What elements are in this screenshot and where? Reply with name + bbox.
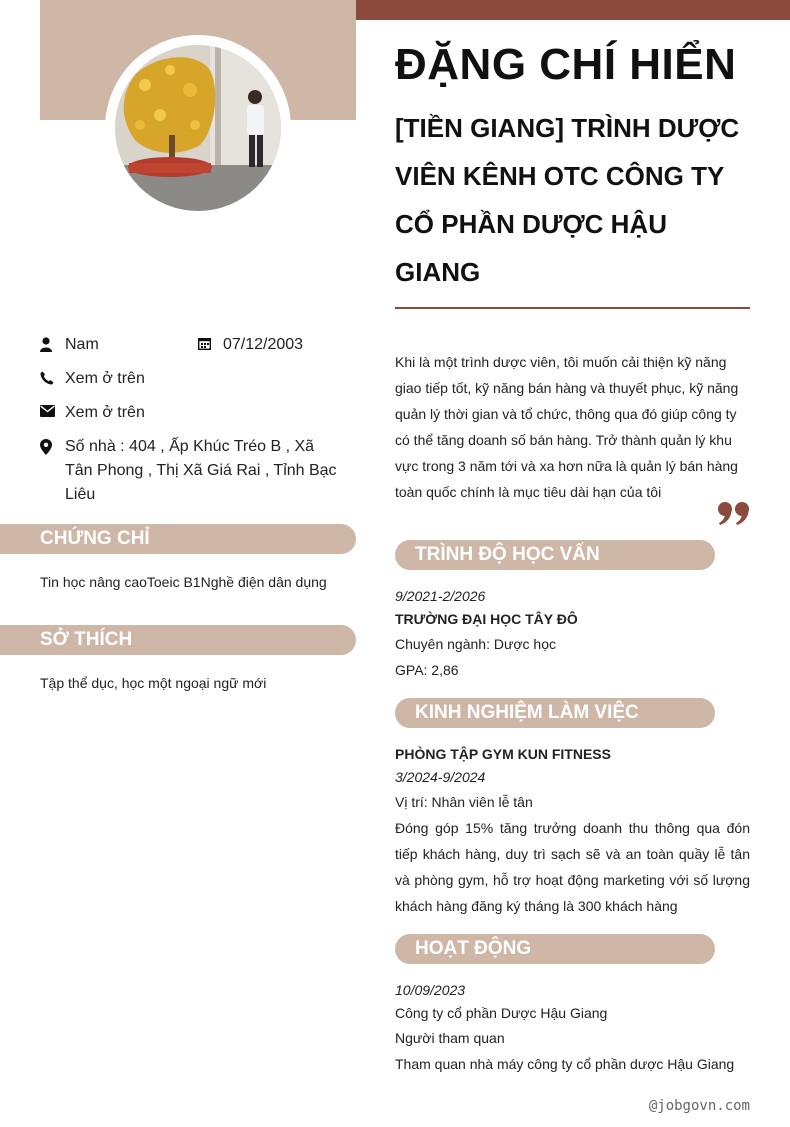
top-accent-bar xyxy=(356,0,790,20)
activity-description: Tham quan nhà máy công ty cổ phần dược Hậu Giang xyxy=(395,1056,735,1072)
gender-row xyxy=(40,333,190,357)
education-school: TRƯỜNG ĐẠI HỌC TÂY ĐÔ xyxy=(395,611,578,627)
quote-icon xyxy=(717,500,751,531)
experience-position: Vị trí: Nhân viên lễ tân xyxy=(395,794,533,810)
email-icon xyxy=(40,401,65,425)
education-period: 9/2021-2/2026 xyxy=(395,588,486,604)
avatar xyxy=(115,45,281,211)
activity-date: 10/09/2023 xyxy=(395,982,466,998)
calendar-icon xyxy=(198,333,223,357)
watermark: @jobgovn.com xyxy=(648,1098,750,1114)
certificates-text: Tin học nâng caoToeic B1Nghề điện dân dụng xyxy=(40,574,327,590)
experience-period: 3/2024-9/2024 xyxy=(395,769,486,785)
address-row xyxy=(40,435,340,507)
hobbies-text: Tập thể dục, học một ngoại ngữ mới xyxy=(40,675,267,691)
user-icon xyxy=(40,333,65,357)
dob-value: 07/12/2003 xyxy=(223,336,304,353)
hobbies-heading: SỞ THÍCH xyxy=(0,625,356,655)
title-divider xyxy=(395,307,750,309)
experience-company: PHÒNG TẬP GYM KUN FITNESS xyxy=(395,746,611,762)
job-title: [TIỀN GIANG] TRÌNH DƯỢC VIÊN KÊNH OTC CÔNG TY CỔ PHẦN DƯỢC HẬU GIANG xyxy=(395,113,740,287)
activities-heading: HOẠT ĐỘNG xyxy=(395,934,715,964)
experience-heading: KINH NGHIỆM LÀM VIỆC xyxy=(395,698,715,728)
phone-row xyxy=(40,367,340,391)
email-row xyxy=(40,401,340,425)
experience-description: Đóng góp 15% tăng trưởng doanh thu thông qua đón tiếp khách hàng, duy trì sạch sẽ và an toàn quầy lễ tân và phòng gym, hỗ trợ hoạt động marketing với số lượng khách hàng đăng ký tháng là 300 khách hàng xyxy=(395,820,750,914)
email-value: Xem ở trên xyxy=(65,404,145,421)
candidate-name: ĐẶNG CHÍ HIỂN xyxy=(395,40,737,89)
certificates-heading: CHỨNG CHỈ xyxy=(0,524,356,554)
phone-value: Xem ở trên xyxy=(65,370,145,387)
gender-value: Nam xyxy=(65,336,99,353)
career-objective: Khi là một trình dược viên, tôi muốn cải thiện kỹ năng giao tiếp tốt, kỹ năng bán hàng và thuyết phục, kỹ năng quản lý thời gian và tổ chức, thông qua đó giúp công ty có thể tăng doanh số bán hàng. Trở thành quản lý khu vực trong 3 năm tới và xa hơn nữa là quản lý bán hàng toàn quốc chính là mục tiêu dài hạn của tôi xyxy=(395,354,739,500)
phone-icon xyxy=(40,367,65,391)
activity-organization: Công ty cổ phần Dược Hậu Giang xyxy=(395,1005,608,1021)
address-value: Số nhà : 404 , Ấp Khúc Tréo B , Xã Tân Phong , Thị Xã Giá Rai , Tỉnh Bạc Liêu xyxy=(65,438,337,503)
education-heading: TRÌNH ĐỘ HỌC VẤN xyxy=(395,540,715,570)
location-pin-icon xyxy=(40,435,65,507)
education-gpa: GPA: 2,86 xyxy=(395,662,459,678)
activity-role: Người tham quan xyxy=(395,1030,505,1046)
education-major: Chuyên ngành: Dược học xyxy=(395,636,556,652)
dob-row xyxy=(198,333,348,357)
